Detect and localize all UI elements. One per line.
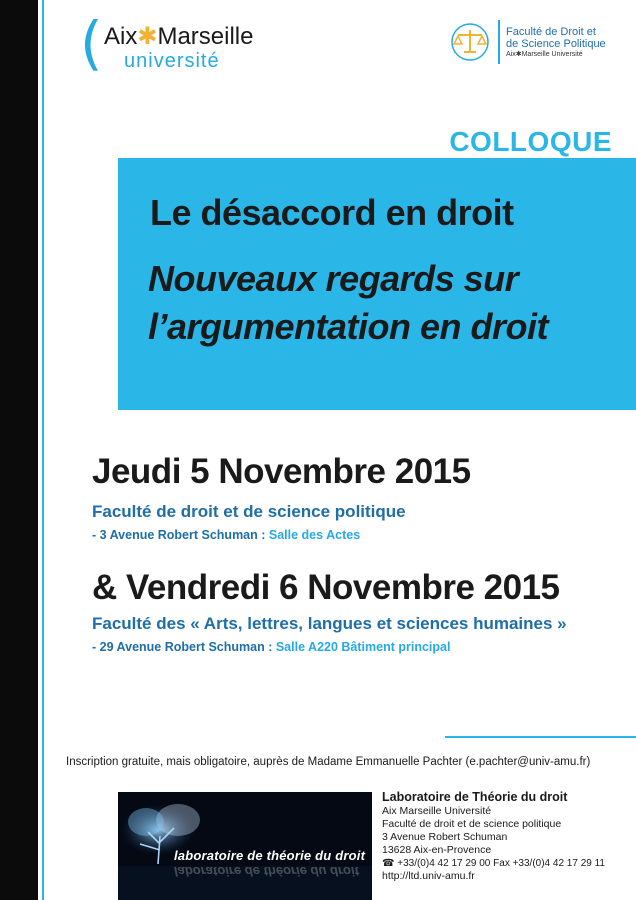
event-subtitle-line2: l’argumentation en droit	[148, 306, 549, 347]
tree-illustration-icon	[118, 792, 372, 900]
event-title: Le désaccord en droit	[150, 192, 514, 233]
day2-venue: Faculté des « Arts, lettres, langues et sciences humaines »	[92, 614, 567, 633]
day1-address: - 3 Avenue Robert Schuman : Salle des Actes	[92, 528, 361, 542]
lab-banner-reflection: laboratoire de théorie du droit	[174, 864, 359, 879]
day2-date: & Vendredi 6 Novembre 2015	[92, 568, 560, 607]
faculty-logo-separator	[498, 20, 500, 64]
faculty-logo-line3: Aix✱Marseille Université	[506, 51, 583, 58]
day2-address: - 29 Avenue Robert Schuman : Salle A220 Bâtiment principal	[92, 640, 451, 654]
contact-line-university: Aix Marseille Université	[382, 805, 492, 817]
contact-line-city: 13628 Aix-en-Provence	[382, 844, 492, 856]
inscription-notice: Inscription gratuite, mais obligatoire, auprès de Madame Emmanuelle Pachter (e.pachter@univ-amu.fr)	[66, 756, 591, 768]
day1-date: Jeudi 5 Novembre 2015	[92, 452, 471, 491]
amu-logo-universite: université	[124, 50, 220, 72]
lab-banner-image	[118, 792, 372, 900]
contact-line-faculty: Faculté de droit et de science politique	[382, 818, 562, 830]
left-accent-line	[42, 0, 44, 900]
scales-of-justice-icon	[446, 22, 494, 62]
contact-url[interactable]: http://ltd.univ-amu.fr	[382, 870, 475, 882]
amu-logo-name: Aix✱Marseille	[104, 23, 254, 50]
amu-logo	[80, 9, 280, 78]
divider-line	[445, 736, 636, 738]
amu-logo-bracket-icon: (	[80, 9, 103, 77]
faculty-logo-line2: de Science Politique	[506, 38, 606, 50]
contact-line-street: 3 Avenue Robert Schuman	[382, 831, 508, 843]
contact-block	[382, 790, 632, 883]
contact-phone: ☎ +33/(0)4 42 17 29 00 Fax +33/(0)4 42 17 29 11	[382, 858, 605, 869]
left-black-bar	[0, 0, 38, 900]
event-type-label: COLLOQUE	[449, 126, 612, 157]
day2-room: Salle A220 Bâtiment principal	[275, 640, 451, 654]
lab-banner-caption: laboratoire de théorie du droit	[174, 848, 366, 863]
contact-title: Laboratoire de Théorie du droit	[382, 790, 568, 804]
faculty-logo	[446, 18, 626, 68]
day1-venue: Faculté de droit et de science politique	[92, 502, 406, 521]
faculty-logo-line1: Faculté de Droit et	[506, 26, 596, 38]
day1-room: Salle des Actes	[268, 528, 361, 542]
title-banner	[118, 158, 636, 410]
event-subtitle-line1: Nouveaux regards sur	[148, 258, 519, 299]
